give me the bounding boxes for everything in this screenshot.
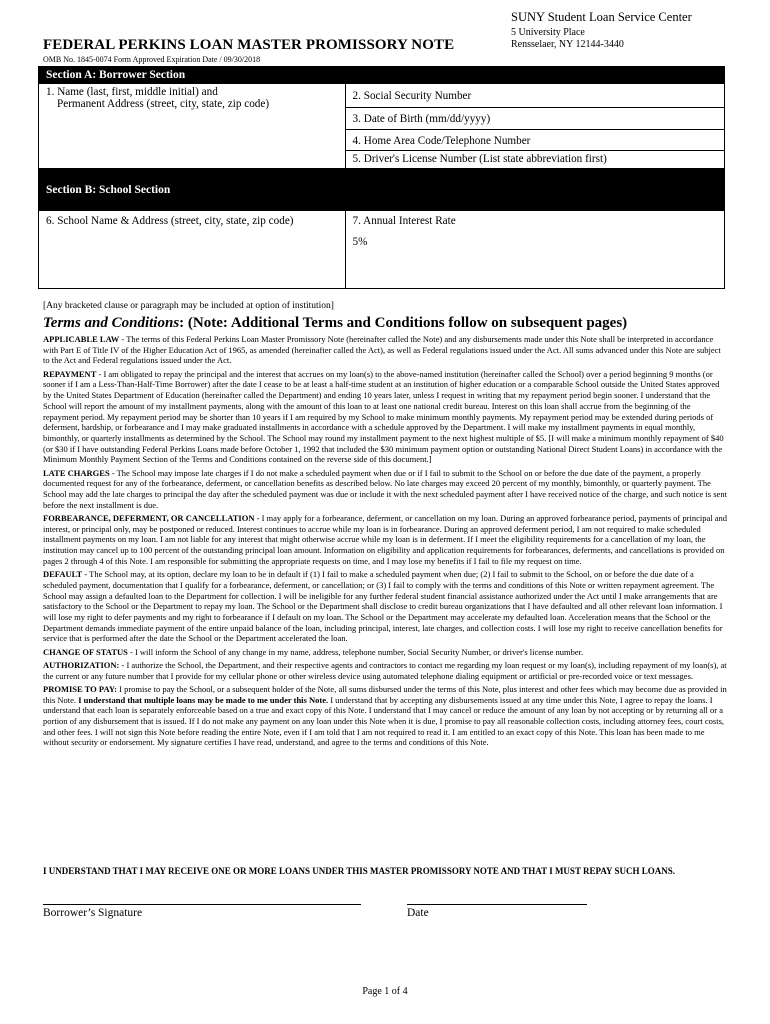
document-title: FEDERAL PERKINS LOAN MASTER PROMISSORY NOTE [43, 37, 455, 53]
school-name-address-field[interactable] [39, 211, 346, 289]
forbearance-text: - I may apply for a forbearance, deferment, or cancellation on my loan. During an approved forbearance period, payments of principal and interest, or principal only, may be postponed or reduced. Interest continues to accrue while my loan is in forbearance. During an approved deferment period, I am not required to make scheduled installment payments on my loan. I am not liable for any interest that might otherwise accrue while my loan is in deferment. If I meet the eligibility requirements for a cancellation of my loan, the institution may cancel up to 100 percent of the outstanding principal loan amount. Information on eligibility and application requirements for forbearances, deferments, and cancellations is provided on pages 2 through 4 of this Note. I am responsible for submitting the appropriate requests on time, and I may lose my benefits if I fail to file my request on time. [43, 513, 727, 566]
dob-field[interactable] [345, 108, 724, 130]
late-charges-heading: LATE CHARGES [43, 467, 110, 478]
interest-rate-value: 5% [352, 236, 368, 248]
school-name-address-label: 6. School Name & Address (street, city, state, zip code) [46, 215, 294, 227]
service-center-name: SUNY Student Loan Service Center [511, 10, 692, 24]
forbearance-heading: FORBEARANCE, DEFERMENT, OR CANCELLATION [43, 513, 255, 524]
terms-title-italic: Terms and Conditions [43, 315, 180, 331]
omb-info: OMB No. 1845-0074 Form Approved Expiration Date / 09/30/2018 [43, 55, 261, 64]
service-center-address-line1: 5 University Place [511, 27, 585, 38]
applicable-law-text: - The terms of this Federal Perkins Loan Master Promissory Note (hereinafter called the Note) and any disbursements made under this Note shall be interpreted in accordance with Part E of Title IV of the Higher Education Act of 1965, as amended (hereinafter called the Act), as well as Federal regulations issued under the Act. All sums advanced under this Note are subject to the Act and Federal regulations issued under the Act. [43, 334, 721, 366]
interest-rate-label: 7. Annual Interest Rate [352, 215, 456, 227]
service-center-address-line2: Rensselaer, NY 12144-3440 [511, 39, 624, 50]
authorization-paragraph [43, 660, 727, 681]
dob-label: 3. Date of Birth (mm/dd/yyyy) [352, 113, 491, 125]
section-a-header: Section A: Borrower Section [39, 67, 725, 84]
name-address-label-line2: Permanent Address (street, city, state, zip code) [57, 98, 270, 110]
change-of-status-text: - I will inform the School of any change in my name, address, telephone number, Social Security Number, or driver's license number. [127, 646, 584, 657]
page-number: Page 1 of 4 [362, 986, 408, 997]
authorization-heading: AUTHORIZATION: [43, 659, 120, 670]
drivers-license-field[interactable] [345, 151, 724, 169]
applicable-law-heading: APPLICABLE LAW [43, 334, 120, 344]
repayment-paragraph [43, 369, 727, 465]
date-label: Date [407, 907, 429, 919]
default-heading: DEFAULT [43, 569, 83, 580]
borrower-school-form [38, 66, 725, 289]
section-b-header: Section B: School Section [39, 169, 725, 211]
promise-text-2: I understand that by accepting any disbursements issued at any time under this Note, I agree to repay the loans. I understand that each loan is separately enforceable based on a true and exact copy of this Note. I understand that I may cancel or reduce the amount of any loan by not accepting or by returning all or a portion of any disbursement that is issued. If I do not make any payment on any loan under this Note when it is due, I promise to pay all reasonable collection costs, including attorney fees, court costs, and other fees. I will not sign this Note before reading the entire Note, even if I am told that I am not required to read it. I am entitled to an exact copy of this Note. This loan has been made to me without security or endorsement. My signature certifies I have read, understand, and agree to the terms and conditions of this Note. [43, 694, 725, 748]
interest-rate-field [345, 211, 724, 289]
promise-bold-text: I understand that multiple loans may be made to me under this Note. [78, 694, 329, 705]
terms-title [43, 315, 627, 332]
late-charges-text: - The School may impose late charges if I do not make a scheduled payment when due or if I fail to submit to the School on or before the due date of the payment, a properly documented request for any of the forbearance, deferment, or cancellation benefits as described below. No late charges may exceed 20 percent of my monthly, bimonthly, or quarterly payment. The School may add the late charges to principal the day after the scheduled payment was due or include it with the next scheduled payment after I have received notice of the charge, and such notice is sent before the next installment is due. [43, 467, 727, 510]
telephone-field[interactable] [345, 130, 724, 151]
terms-body [43, 334, 727, 751]
promise-text-1: I promise to pay the School, or a subsequent holder of the Note, all sums disbursed under the terms of this Note, plus interest and other fees which may become due as provided in this Note. [43, 683, 727, 705]
change-of-status-paragraph [43, 647, 727, 658]
bracket-disclaimer: [Any bracketed clause or paragraph may be included at option of institution] [43, 301, 334, 311]
name-address-label-line1: 1. Name (last, first, middle initial) and [46, 86, 218, 98]
ssn-label: 2. Social Security Number [352, 90, 472, 102]
promise-to-pay-paragraph [43, 684, 727, 748]
borrower-signature-label: Borrower’s Signature [43, 907, 143, 919]
authorization-text: - I authorize the School, the Department, and their respective agents and contractors to contact me regarding my loan request or my loan(s), including repayment of my loan(s), at the current or any future number that I provide for my cellular phone or other wireless device using automated telephone dialing equipment or artificial or pre-recorded voice or text messages. [43, 659, 727, 681]
telephone-label: 4. Home Area Code/Telephone Number [352, 135, 531, 147]
acknowledgement: I UNDERSTAND THAT I MAY RECEIVE ONE OR MORE LOANS UNDER THIS MASTER PROMISSORY NOTE AND THAT I MUST REPAY SUCH LOANS. [43, 866, 675, 876]
repayment-heading: REPAYMENT [43, 368, 97, 379]
forbearance-paragraph [43, 513, 727, 567]
applicable-law-paragraph [43, 334, 727, 366]
late-charges-paragraph [43, 468, 727, 511]
ssn-field[interactable] [345, 84, 724, 108]
terms-title-note: : (Note: Additional Terms and Conditions follow on subsequent pages) [179, 315, 628, 331]
change-of-status-heading: CHANGE OF STATUS [43, 646, 128, 657]
drivers-license-label: 5. Driver's License Number (List state abbreviation first) [352, 153, 607, 165]
name-address-field[interactable] [39, 84, 346, 169]
borrower-signature-line[interactable] [43, 904, 361, 905]
default-paragraph [43, 569, 727, 644]
repayment-text: - I am obligated to repay the principal and the interest that accrues on my loan(s) to the above-named institution (hereinafter called the School) over a period beginning 9 months (or sooner if I am a Less-Than-Half-Time Borrower) after the date I cease to be at least a half-time student at an institution of higher education or a comparable School outside the United States approved by the United States Department of Education (hereinafter called the Department) and ending 10 years later, unless I request in writing that my repayment period begin sooner. I understand that the School will report the amount of my installment payments, along with the amount of this loan to at least one national credit bureau. Interest on this loan shall accrue from the beginning of the repayment period. My repayment period may be shorter than 10 years if I am required by my School to make minimum monthly payments. My repayment period may be extended during periods of deferment, hardship, or forbearance and I may make graduated installments in accordance with a schedule approved by the Department. I will make my installment payments in equal monthly, bimonthly, or quarterly installments as determined by the School. The School may round my installment payment to the next highest multiple of $5. [I will make a minimum monthly repayment of $40 (or $30 if I have outstanding Federal Perkins Loans made before October 1, 1992 that included the $30 minimum payment option or outstanding National Direct Student Loans) in accordance with the Minimum Monthly Payment Section of the Terms and Conditions contained on the reverse side of this document.] [43, 368, 724, 465]
date-line[interactable] [407, 904, 587, 905]
default-text: - The School may, at its option, declare my loan to be in default if (1) I fail to make a scheduled payment when due; (2) I fail to submit to the School, on or before the due date of a scheduled payment, documentation that I qualify for a forbearance, deferment, or cancellation; or (3) I fail to comply with the terms and conditions of this Note or written repayment agreement. The School may assign a defaulted loan to the Department for collection. I will be ineligible for any further federal student financial assistance authorized under the Act until I make arrangements that are satisfactory to the School or the Department to repay my loan. The School or the Department shall disclose to credit bureau organizations that I have defaulted and all other relevant loan information. I will lose my right to defer payments and my right to forbearance if I default on my loan. The School or the Department may accelerate my defaulted loan. Acceleration means that the School or the Department demands immediate payment of the entire unpaid balance of the loan, including principal, interest, late charges, and collection costs. I will lose my right to receive cancellation benefits for service that is performed after the date the School or the Department accelerated the loan. [43, 569, 723, 644]
promise-heading: PROMISE TO PAY: [43, 683, 118, 694]
